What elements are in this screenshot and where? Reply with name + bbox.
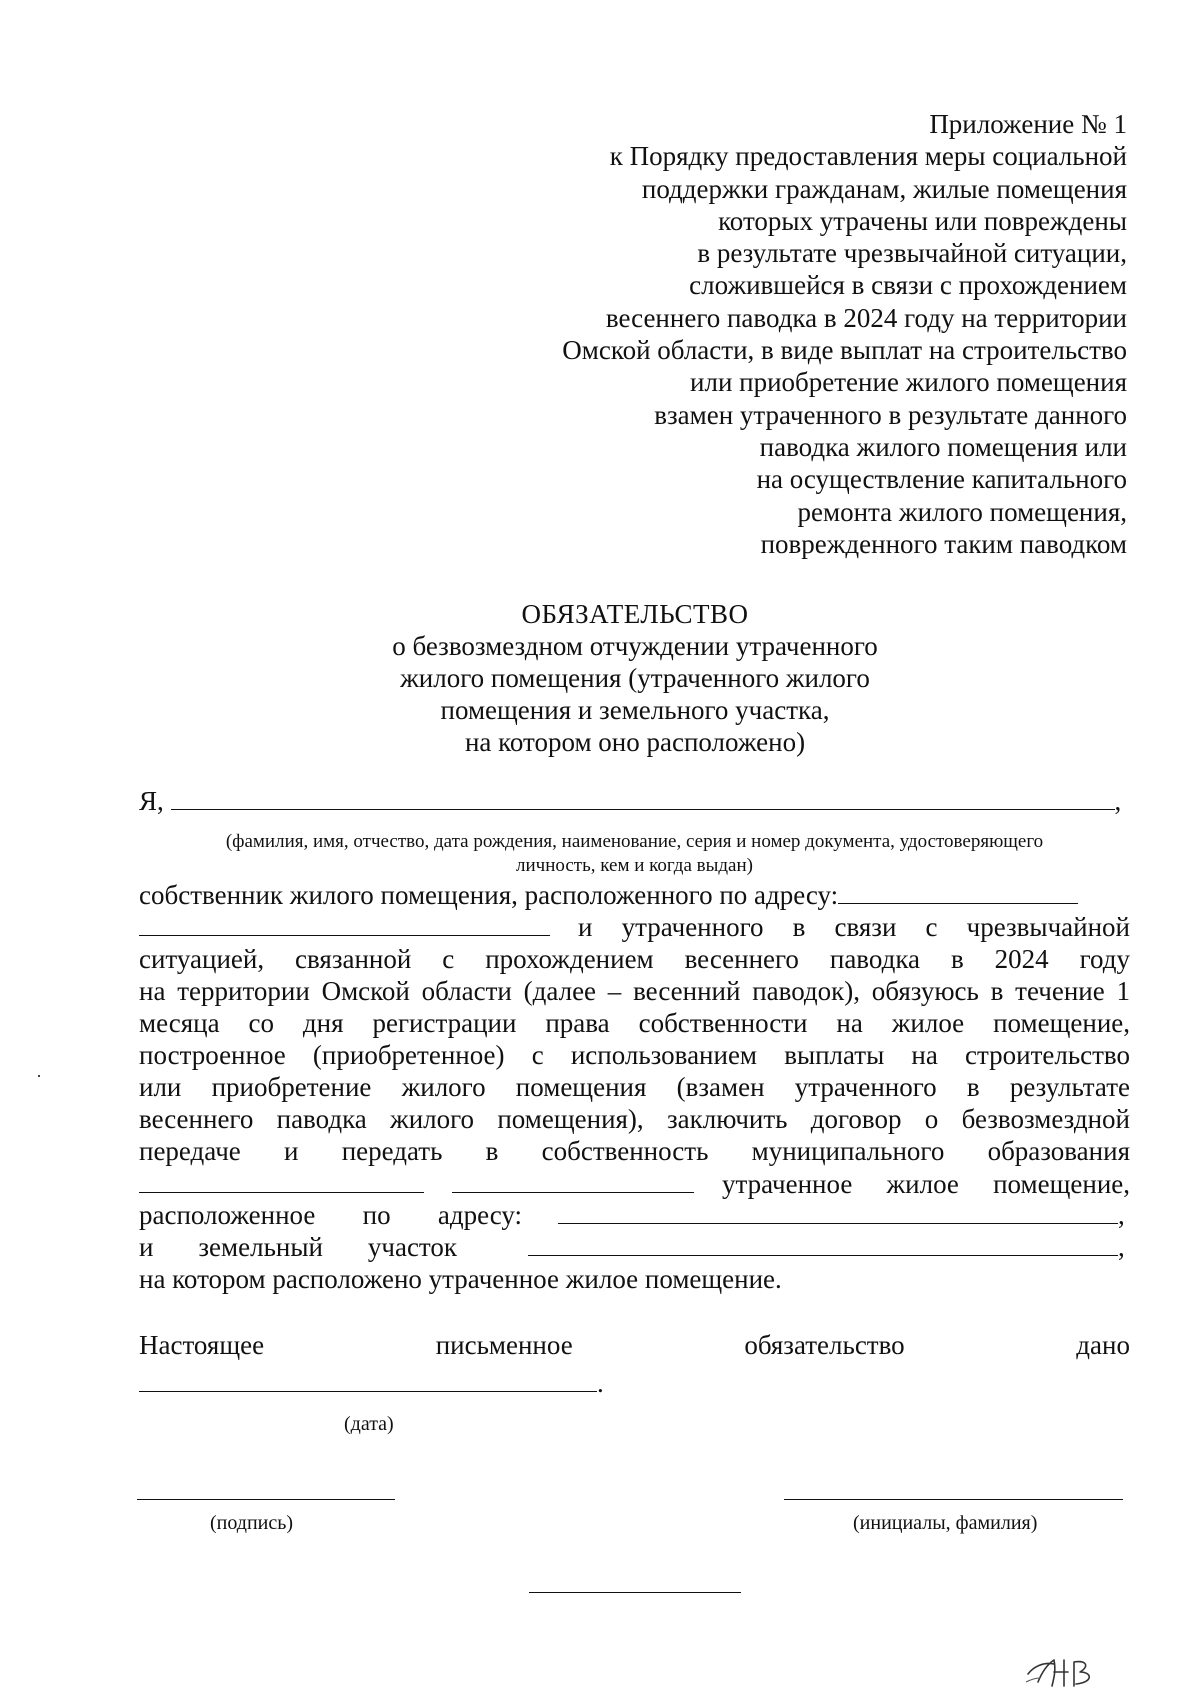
word: по [362, 1200, 391, 1230]
document-subtitle-line: о безвозмездном отчуждении утраченного [392, 631, 878, 661]
paragraph-last-line: на котором расположено утраченное жилое помещение. [139, 1264, 782, 1294]
word: земельный [198, 1232, 323, 1262]
paragraph-line: весеннего паводка жилого помещения), заключить договор о безвозмездной [139, 1104, 1130, 1134]
appendix-line: на осуществление капитального [756, 464, 1127, 495]
address-blank-line [838, 881, 1078, 904]
signature-caption: (подпись) [210, 1512, 294, 1534]
closing-row [139, 1330, 1130, 1361]
word: обязательство [744, 1330, 905, 1360]
appendix-line: паводка жилого помещения или [759, 431, 1127, 462]
appendix-line: взамен утраченного в результате данного [654, 399, 1127, 430]
word: адресу: [437, 1200, 522, 1230]
location-row [139, 1200, 1130, 1231]
initials-line [784, 1499, 1123, 1500]
appendix-line: поврежденного таким паводком [760, 528, 1127, 559]
document-subtitle-line: на котором оно расположено) [464, 727, 806, 757]
paragraph-line: построенное (приобретенное) с использованием выплаты на строительство [139, 1040, 1130, 1070]
document-title-block [0, 598, 1200, 758]
date-caption: (дата) [344, 1413, 394, 1435]
name-blank-line [171, 787, 1115, 810]
paragraph-line [139, 912, 1130, 943]
date-row [139, 1368, 1130, 1399]
municipality-blank-line-2 [452, 1170, 694, 1193]
comma: , [1118, 1200, 1125, 1230]
comma: , [1118, 1232, 1125, 1262]
ya-label: Я, [139, 786, 164, 816]
word: дано [1076, 1330, 1130, 1360]
address-blank-line-2 [139, 913, 550, 936]
owner-row [139, 880, 1130, 911]
word: Настоящее [139, 1330, 265, 1360]
appendix-line: которых утрачены или повреждены [718, 205, 1127, 236]
handwritten-initials-mark [1024, 1652, 1110, 1690]
land-blank-line [528, 1233, 1118, 1256]
scan-speck [38, 1075, 40, 1077]
appendix-line: поддержки гражданам, жилые помещения [641, 173, 1127, 204]
document-subtitle-line: помещения и земельного участка, [440, 695, 830, 725]
document-subtitle-line: жилого помещения (утраченного жилого [400, 663, 870, 693]
caption-line: личность, кем и когда выдан) [516, 855, 753, 876]
paragraph-line: на территории Омской области (далее – весенний паводок), обязуюсь в течение 1 [139, 976, 1130, 1006]
name-row [139, 786, 1130, 817]
owner-text: собственник жилого помещения, расположенного по адресу: [139, 880, 839, 910]
paragraph-text: утраченное жилое помещение, [722, 1169, 1130, 1199]
appendix-line: к Порядку предоставления меры социальной [609, 141, 1127, 172]
document-title: ОБЯЗАТЕЛЬСТВО [521, 599, 749, 629]
appendix-header [562, 108, 1127, 560]
appendix-line: в результате чрезвычайной ситуации, [697, 238, 1127, 269]
appendix-line: или приобретение жилого помещения [690, 367, 1127, 398]
municipality-blank-line [139, 1170, 424, 1193]
separator-line [529, 1592, 741, 1593]
caption-line: (фамилия, имя, отчество, дата рождения, наименование, серия и номер документа, удостоверяющего [225, 831, 1044, 852]
name-caption [139, 830, 1130, 878]
paragraph-line: или приобретение жилого помещения (взамен утраченного в результате [139, 1072, 1130, 1102]
appendix-line: Омской области, в виде выплат на строительство [562, 335, 1127, 366]
location-label [139, 1200, 522, 1231]
land-label [139, 1232, 457, 1263]
comma: , [1114, 786, 1122, 816]
dot: . [597, 1368, 604, 1398]
appendix-line: весеннего паводка в 2024 году на территории [605, 302, 1127, 333]
paragraph-line: передаче и передать в собственность муниципального образования [139, 1136, 1130, 1166]
appendix-line: Приложение № 1 [929, 109, 1127, 139]
word: расположенное [139, 1200, 316, 1230]
appendix-line: сложившейся в связи с прохождением [689, 270, 1127, 301]
lost-address-blank-line [558, 1201, 1118, 1224]
initials-caption: (инициалы, фамилия) [853, 1512, 1038, 1534]
paragraph-line: месяца со дня регистрации права собственности на жилое помещение, [139, 1008, 1130, 1038]
word: участок [367, 1232, 457, 1262]
signature-line [137, 1499, 395, 1500]
paragraph-text: и утраченного в связи с чрезвычайной [578, 912, 1130, 942]
appendix-line: ремонта жилого помещения, [797, 496, 1127, 527]
land-row [139, 1232, 1130, 1263]
word: и [139, 1232, 154, 1262]
date-blank-line [139, 1369, 597, 1392]
word: письменное [435, 1330, 573, 1360]
paragraph-line [139, 1169, 1130, 1200]
paragraph-line: ситуацией, связанной с прохождением весеннего паводка в 2024 году [139, 944, 1130, 974]
